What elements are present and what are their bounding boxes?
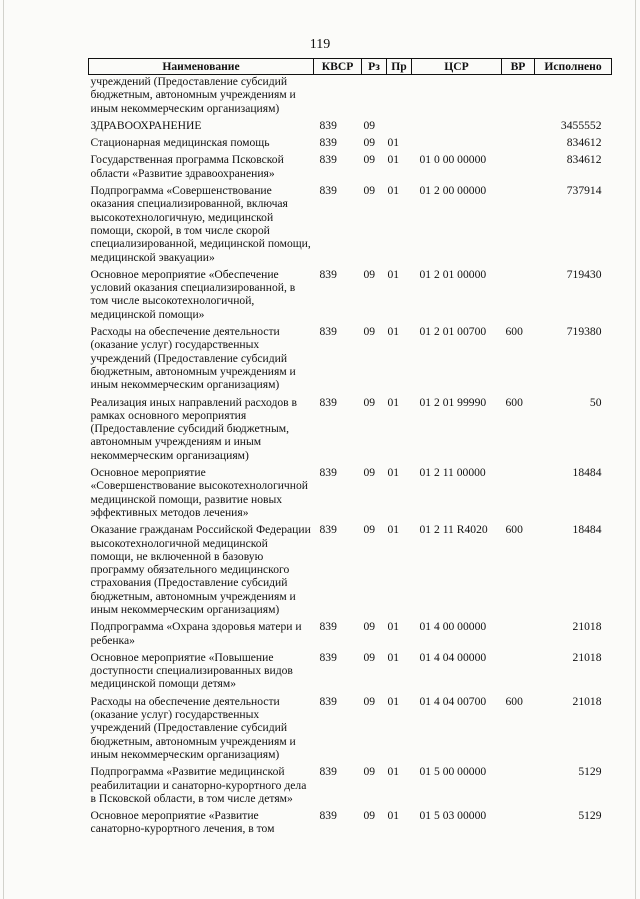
cell-rz: 09: [363, 694, 376, 708]
table-row: [89, 396, 612, 466]
cell-name: Реализация иных направлений расходов в рамках основного мероприятия (Предоставление субсидий бюджетным, автономным учреждениям и иным некоммерческим организациям): [90, 395, 297, 462]
cell-pr: [387, 75, 412, 119]
cell-name: Основное мероприятие «Развитие санаторно-курортного лечения, в том: [90, 809, 275, 836]
cell-rz: 09: [363, 184, 376, 198]
table-row: [89, 466, 612, 523]
table-row: [89, 325, 612, 395]
header-name: Наименование: [89, 59, 314, 75]
cell-ispolneno: 5129: [578, 765, 602, 779]
header-kvsr: КВСР: [314, 59, 362, 75]
table-row: [89, 75, 612, 119]
cell-kvsr: 839: [319, 136, 337, 150]
cell-pr: 01: [387, 395, 400, 409]
cell-name: Подпрограмма «Развитие медицинской реабилитации и санаторно-курортного дела в Псковской области, в том числе детям»: [90, 765, 307, 805]
cell-vr: [502, 620, 535, 651]
cell-name: Расходы на обеспечение деятельности (оказание услуг) государственных учреждений (Предоставление субсидий бюджетным, автономным учреждениям и иным некоммерческим организациям): [90, 694, 296, 761]
header-row: [89, 59, 612, 75]
cell-name: учреждений (Предоставление субсидий бюджетным, автономным учреждениям и иным некоммерческим организациям): [90, 75, 296, 115]
cell-pr: 01: [387, 325, 400, 339]
cell-kvsr: 839: [319, 523, 337, 537]
table-row: [89, 620, 612, 651]
cell-ispolneno: 834612: [566, 136, 602, 150]
table-header: [89, 59, 612, 75]
cell-pr: 01: [387, 809, 400, 823]
table-row: [89, 765, 612, 809]
cell-ispolneno: [535, 75, 612, 119]
cell-kvsr: 839: [319, 184, 337, 198]
cell-vr: 600: [505, 694, 523, 708]
cell-name: Основное мероприятие «Совершенствование высокотехнологичной медицинской помощи, развитие новых эффективных методов лечения»: [90, 466, 308, 519]
cell-vr: [502, 651, 535, 695]
cell-csr: 01 5 00 00000: [419, 765, 487, 779]
cell-pr: 01: [387, 694, 400, 708]
cell-ispolneno: 18484: [572, 466, 602, 480]
cell-ispolneno: 3455552: [560, 118, 602, 132]
cell-pr: 01: [387, 466, 400, 480]
cell-vr: [502, 809, 535, 840]
cell-kvsr: 839: [319, 325, 337, 339]
cell-kvsr: 839: [319, 466, 337, 480]
cell-ispolneno: 18484: [572, 523, 602, 537]
cell-name: Стационарная медицинская помощь: [90, 136, 270, 150]
header-csr: ЦСР: [412, 59, 502, 75]
cell-name: Расходы на обеспечение деятельности (оказание услуг) государственных учреждений (Предоставление субсидий бюджетным, автономным учреждениям и иным некоммерческим организациям): [90, 325, 296, 392]
cell-rz: 09: [363, 765, 376, 779]
budget-table: [88, 58, 612, 840]
cell-ispolneno: 21018: [572, 694, 602, 708]
cell-name: Государственная программа Псковской области «Развитие здравоохранения»: [90, 153, 284, 180]
cell-kvsr: 839: [319, 650, 337, 664]
cell-csr: 01 2 01 99990: [419, 395, 487, 409]
cell-vr: [502, 136, 535, 153]
cell-ispolneno: 21018: [572, 650, 602, 664]
cell-vr: [502, 268, 535, 325]
cell-rz: 09: [363, 650, 376, 664]
table-row: [89, 809, 612, 840]
cell-kvsr: 839: [319, 694, 337, 708]
cell-vr: [502, 184, 535, 268]
cell-vr: [502, 75, 535, 119]
cell-pr: 01: [387, 136, 400, 150]
table-row: [89, 268, 612, 325]
cell-rz: 09: [363, 153, 376, 167]
cell-pr: 01: [387, 153, 400, 167]
cell-kvsr: 839: [319, 153, 337, 167]
cell-csr: 01 0 00 00000: [419, 153, 487, 167]
cell-rz: 09: [363, 136, 376, 150]
cell-csr: [412, 119, 502, 136]
cell-vr: [502, 466, 535, 523]
cell-pr: [387, 119, 412, 136]
cell-ispolneno: 834612: [566, 153, 602, 167]
cell-vr: 600: [505, 325, 523, 339]
table-row: [89, 695, 612, 765]
cell-name: Основное мероприятие «Обеспечение условий оказания специализированной, в том числе высокотехнологичной, медицинской помощи»: [90, 267, 296, 321]
cell-csr: 01 4 00 00000: [419, 620, 487, 634]
cell-kvsr: 839: [319, 765, 337, 779]
header-pr: Пр: [387, 59, 412, 75]
cell-csr: 01 2 11 00000: [419, 466, 486, 480]
cell-rz: 09: [363, 620, 376, 634]
cell-csr: 01 2 01 00700: [419, 325, 487, 339]
cell-pr: 01: [387, 267, 400, 281]
cell-ispolneno: 50: [589, 395, 602, 409]
cell-ispolneno: 21018: [572, 620, 602, 634]
cell-name: Подпрограмма «Охрана здоровья матери и ребенка»: [90, 620, 302, 647]
table-row: [89, 153, 612, 184]
cell-kvsr: 839: [319, 620, 337, 634]
table-row: [89, 136, 612, 153]
cell-rz: 09: [363, 466, 376, 480]
cell-vr: [502, 153, 535, 184]
cell-rz: 09: [363, 267, 376, 281]
cell-csr: 01 2 11 R4020: [419, 523, 488, 537]
header-ispolneno: Исполнено: [535, 59, 612, 75]
scan-edge-right: [635, 0, 636, 899]
cell-csr: [412, 75, 502, 119]
cell-rz: 09: [363, 395, 376, 409]
cell-ispolneno: 719380: [566, 325, 602, 339]
cell-csr: 01 5 03 00000: [419, 809, 487, 823]
cell-name: Основное мероприятие «Повышение доступности специализированных видов медицинской помощи детям»: [90, 650, 293, 691]
cell-ispolneno: 719430: [566, 267, 602, 281]
cell-csr: 01 2 01 00000: [419, 267, 487, 281]
cell-name: ЗДРАВООХРАНЕНИЕ: [90, 118, 202, 132]
cell-rz: 09: [363, 325, 376, 339]
table-body: [89, 75, 612, 840]
cell-csr: [412, 136, 502, 153]
header-rz: Рз: [362, 59, 387, 75]
cell-rz: 09: [363, 809, 376, 823]
cell-pr: 01: [387, 620, 400, 634]
cell-vr: 600: [505, 395, 523, 409]
cell-vr: [502, 765, 535, 809]
cell-rz: 09: [363, 118, 376, 132]
cell-vr: 600: [505, 523, 523, 537]
page-number: 119: [309, 37, 331, 52]
table-row: [89, 184, 612, 268]
cell-csr: 01 4 04 00700: [419, 694, 487, 708]
cell-rz: 09: [363, 523, 376, 537]
cell-csr: 01 2 00 00000: [419, 184, 487, 198]
cell-kvsr: [314, 75, 362, 119]
table-row: [89, 523, 612, 620]
cell-rz: [362, 75, 387, 119]
header-vr: ВР: [502, 59, 535, 75]
cell-pr: 01: [387, 765, 400, 779]
table-row: [89, 651, 612, 695]
cell-ispolneno: 737914: [566, 184, 602, 198]
cell-kvsr: 839: [319, 809, 337, 823]
scan-edge-left: [3, 0, 4, 899]
cell-ispolneno: 5129: [578, 809, 602, 823]
cell-kvsr: 839: [319, 118, 337, 132]
cell-pr: 01: [387, 184, 400, 198]
cell-pr: 01: [387, 650, 400, 664]
cell-vr: [502, 119, 535, 136]
cell-csr: 01 4 04 00000: [419, 650, 487, 664]
cell-name: Оказание гражданам Российской Федерации высокотехнологичной медицинской помощи, не включенной в базовую программу обязательного медицинского страхования (Предоставление субсидий бюджетным, автономным учреждениям и иным некоммерческим организациям): [90, 523, 311, 616]
cell-kvsr: 839: [319, 395, 337, 409]
cell-pr: 01: [387, 523, 400, 537]
cell-kvsr: 839: [319, 267, 337, 281]
table-row: [89, 119, 612, 136]
cell-name: Подпрограмма «Совершенствование оказания специализированной, включая высокотехнологичную, медицинской помощи, скорой, в том числе скорой специализированной, медицинской помощи, медицинской эвакуации»: [90, 184, 311, 264]
